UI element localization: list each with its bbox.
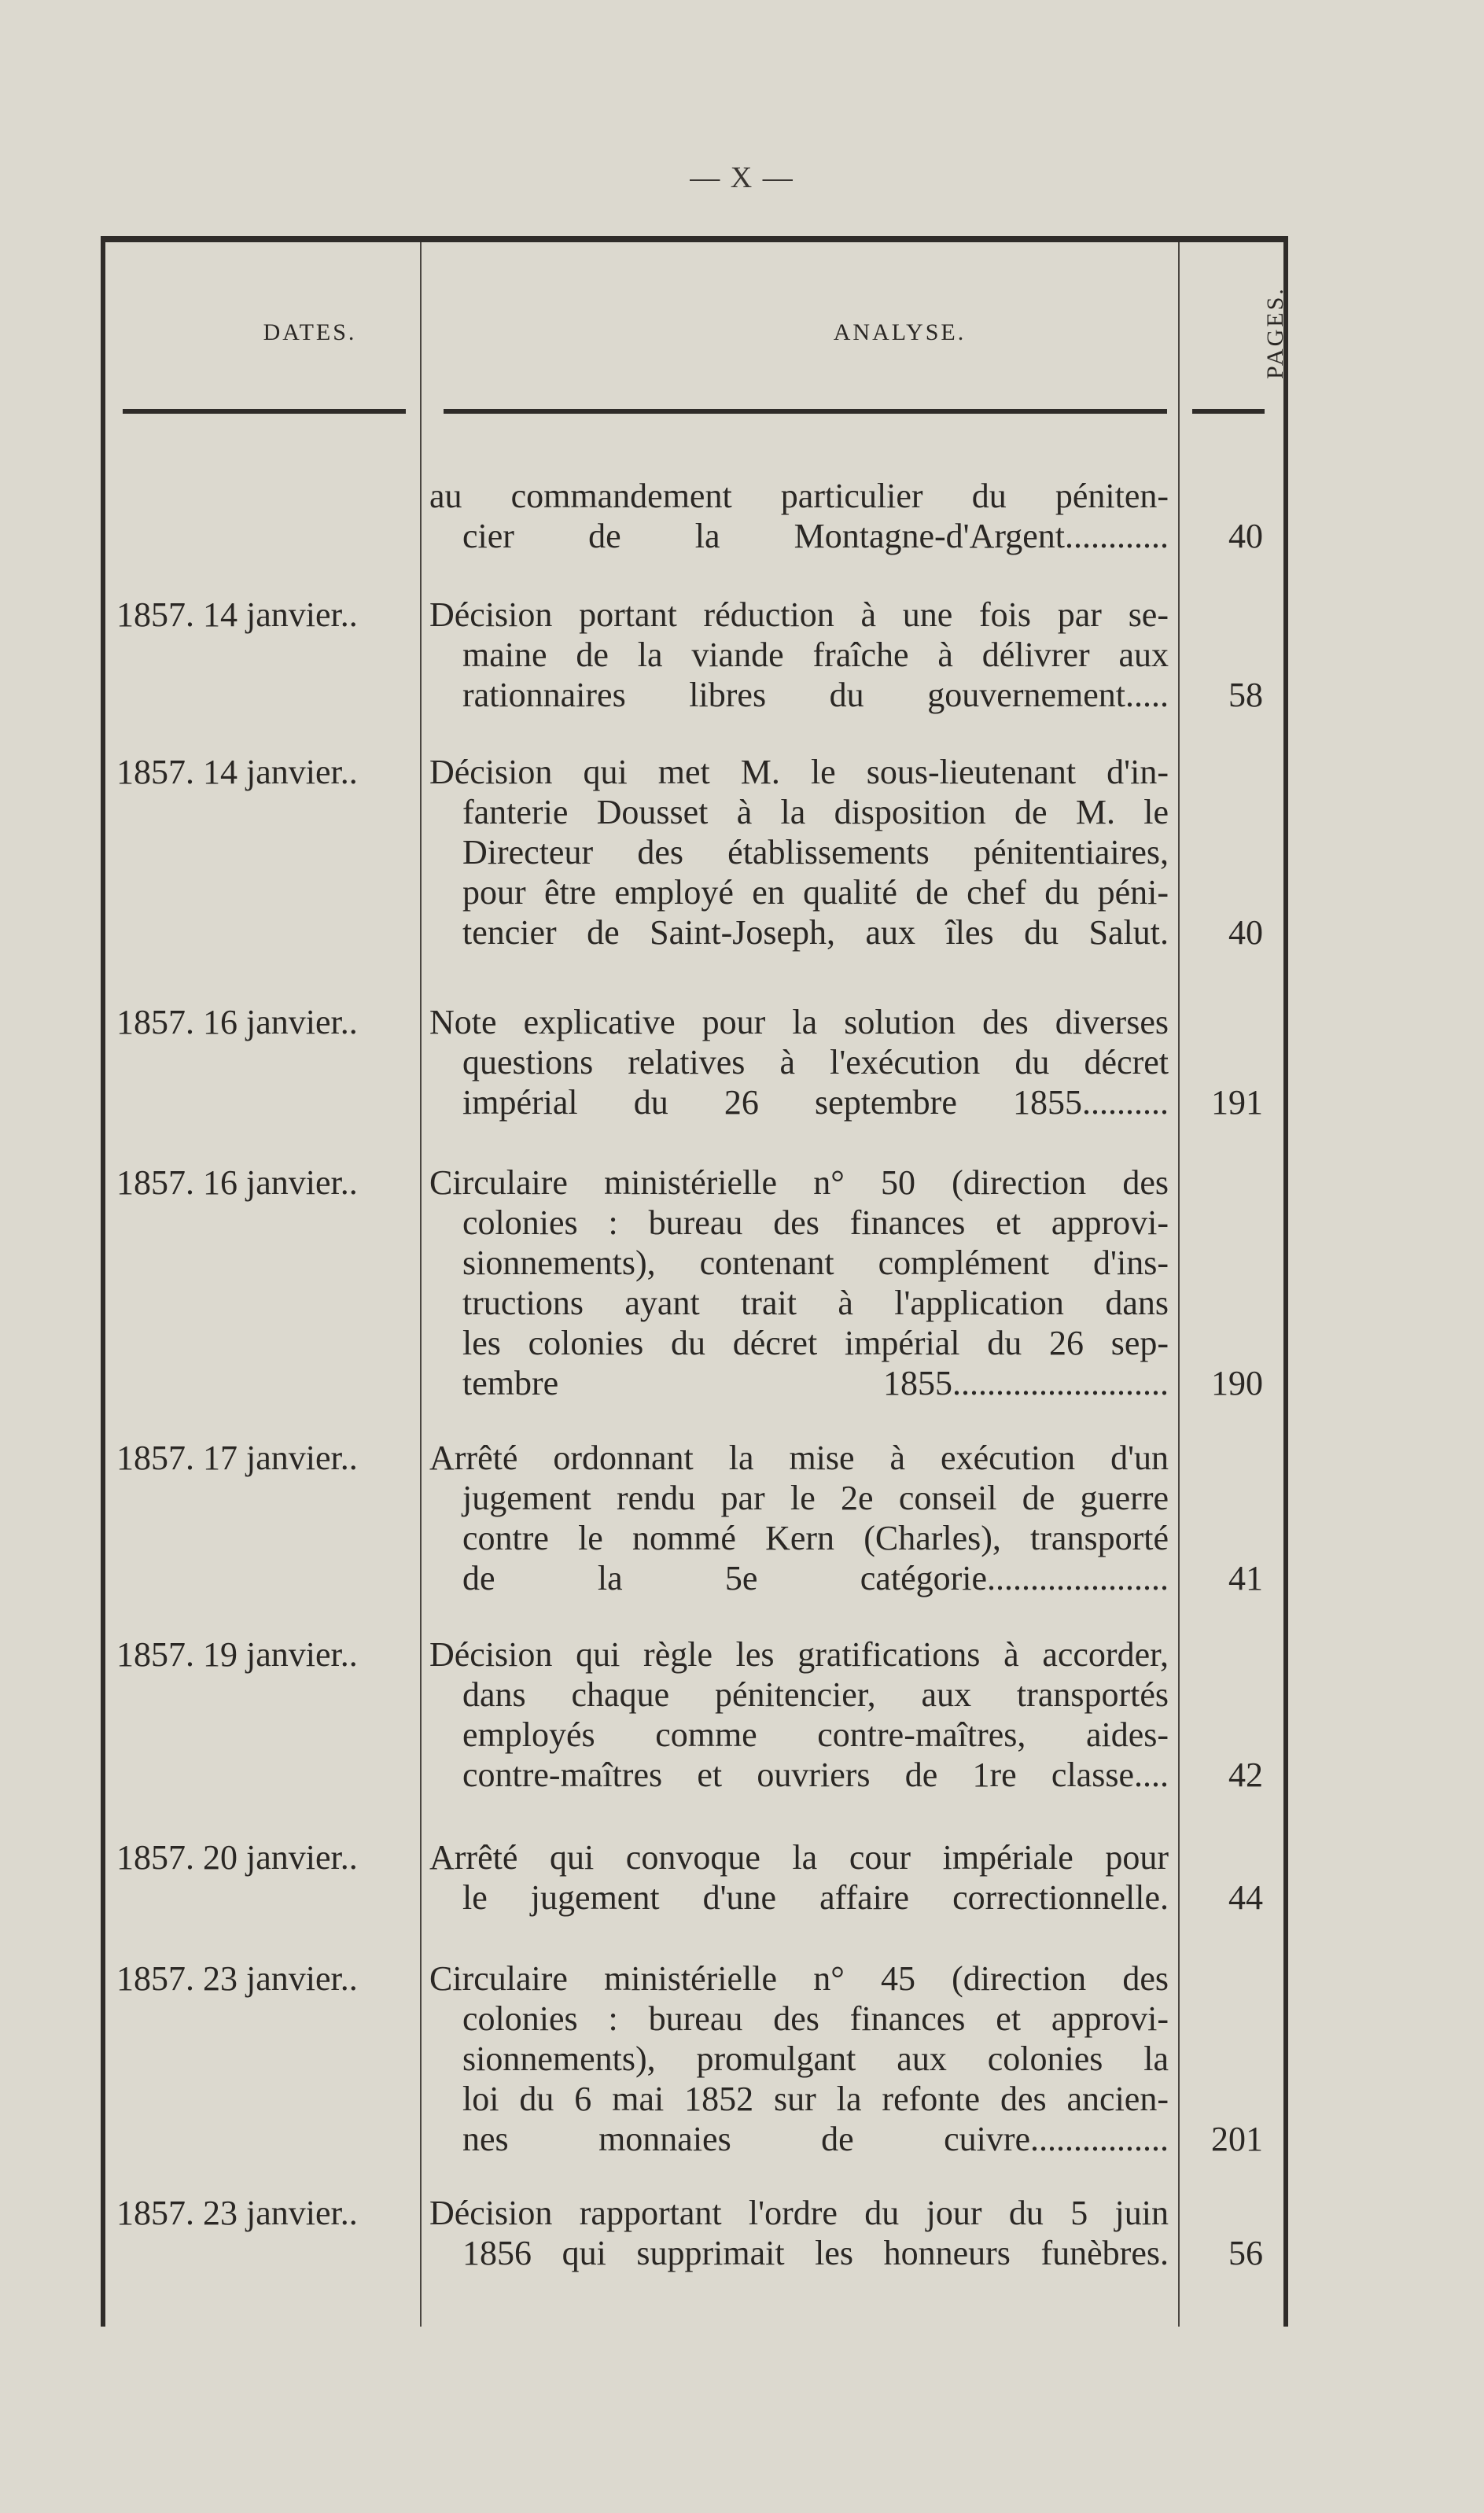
entry-analyse-line: questions relatives à l'exécution du décret	[462, 1043, 1169, 1081]
entry-analyse-line: Directeur des établissements pénitentiaires,	[462, 833, 1169, 871]
entry-analyse-line: le jugement d'une affaire correctionnelle.	[462, 1878, 1169, 1917]
page-number: — X —	[690, 161, 794, 194]
entry-date: 1857. 17 janvier..	[116, 1439, 358, 1477]
entry-analyse-line: sionnements), contenant complément d'ins-	[462, 1244, 1169, 1282]
entry-analyse	[429, 1634, 1169, 1795]
entry-page: 58	[1228, 676, 1263, 714]
column-divider-dates	[420, 242, 422, 2327]
entry-analyse-line: contre-maîtres et ouvriers de 1re classe....	[462, 1756, 1169, 1794]
entry-analyse-line: sionnements), promulgant aux colonies la	[462, 2040, 1169, 2078]
entry-analyse	[429, 752, 1169, 953]
entry-analyse-line: 1856 qui supprimait les honneurs funèbres.	[462, 2234, 1169, 2272]
entry-analyse	[429, 1438, 1169, 1598]
entry-analyse-line: au commandement particulier du péniten-	[429, 477, 1169, 515]
entry-analyse	[429, 1958, 1169, 2159]
entry-analyse-line: colonies : bureau des finances et approvi-	[462, 1203, 1169, 1242]
entry-date: 1857. 23 janvier..	[116, 1959, 358, 1998]
column-divider-analyse	[1178, 242, 1180, 2327]
entry-page: 190	[1211, 1364, 1263, 1402]
entry-date: 1857. 16 janvier..	[116, 1003, 358, 1041]
header-rule-pages	[1192, 409, 1265, 414]
entry-date: 1857. 23 janvier..	[116, 2194, 358, 2232]
entry-analyse-line: tencier de Saint-Joseph, aux îles du Salut.	[462, 913, 1169, 952]
entry-page: 191	[1211, 1083, 1263, 1122]
entry-analyse-line: pour être employé en qualité de chef du péni-	[462, 873, 1169, 912]
entry-analyse	[429, 1002, 1169, 1122]
entry-analyse	[429, 1837, 1169, 1918]
entry-analyse-line: jugement rendu par le 2e conseil de guerre	[462, 1479, 1169, 1517]
header-rule-analyse	[444, 409, 1167, 414]
entry-page: 40	[1228, 517, 1263, 555]
entry-analyse	[429, 1163, 1169, 1403]
entry-analyse-line: loi du 6 mai 1852 sur la refonte des ancien-	[462, 2080, 1169, 2118]
entry-date: 1857. 20 janvier..	[116, 1838, 358, 1877]
entry-analyse-line: employés comme contre-maîtres, aides-	[462, 1715, 1169, 1754]
entry-page: 40	[1228, 913, 1263, 952]
entry-analyse-line: nes monnaies de cuivre................	[462, 2120, 1169, 2158]
entry-date: 1857. 14 janvier..	[116, 595, 358, 634]
entry-page: 56	[1228, 2234, 1263, 2272]
entry-analyse-line: colonies : bureau des finances et approvi-	[462, 1999, 1169, 2038]
header-pages: PAGES.	[1262, 286, 1288, 379]
entry-analyse-line: contre le nommé Kern (Charles), transporté	[462, 1519, 1169, 1557]
entry-date: 1857. 16 janvier..	[116, 1163, 358, 1202]
entry-analyse-line: cier de la Montagne-d'Argent............	[462, 517, 1169, 555]
entry-analyse-line: de la 5e catégorie.....................	[462, 1559, 1169, 1597]
entry-analyse-line: impérial du 26 septembre 1855..........	[462, 1083, 1169, 1122]
header-analyse: ANALYSE.	[833, 319, 967, 345]
entry-analyse-line: Décision portant réduction à une fois par se-	[429, 595, 1169, 634]
entry-analyse-line: Note explicative pour la solution des diverses	[429, 1003, 1169, 1041]
entry-analyse-line: maine de la viande fraîche à délivrer aux	[462, 636, 1169, 674]
header-dates: DATES.	[263, 319, 357, 345]
entry-analyse-line: Décision qui règle les gratifications à accorder,	[429, 1635, 1169, 1674]
entry-page: 42	[1228, 1756, 1263, 1794]
entry-page: 41	[1228, 1559, 1263, 1597]
index-table	[101, 236, 1288, 2327]
entry-analyse	[429, 476, 1169, 556]
entry-analyse-line: rationnaires libres du gouvernement.....	[462, 676, 1169, 714]
entry-analyse-line: fanterie Dousset à la disposition de M. le	[462, 793, 1169, 831]
entry-page: 201	[1211, 2120, 1263, 2158]
entry-analyse-line: Décision qui met M. le sous-lieutenant d'in-	[429, 753, 1169, 791]
entry-analyse-line: Arrêté qui convoque la cour impériale pour	[429, 1838, 1169, 1877]
entry-analyse-line: dans chaque pénitencier, aux transportés	[462, 1675, 1169, 1714]
entry-analyse-line: Circulaire ministérielle n° 50 (direction des	[429, 1163, 1169, 1202]
entry-analyse-line: tructions ayant trait à l'application dans	[462, 1284, 1169, 1322]
entry-analyse-line: Arrêté ordonnant la mise à exécution d'un	[429, 1439, 1169, 1477]
entry-page: 44	[1228, 1878, 1263, 1917]
entry-date: 1857. 14 janvier..	[116, 753, 358, 791]
entry-analyse-line: tembre 1855.........................	[462, 1364, 1169, 1402]
entry-analyse	[429, 595, 1169, 715]
entry-analyse-line: Décision rapportant l'ordre du jour du 5 juin	[429, 2194, 1169, 2232]
header-rule-dates	[123, 409, 406, 414]
entry-analyse-line: Circulaire ministérielle n° 45 (direction des	[429, 1959, 1169, 1998]
entry-date: 1857. 19 janvier..	[116, 1635, 358, 1674]
entry-analyse-line: les colonies du décret impérial du 26 sep-	[462, 1324, 1169, 1362]
entry-analyse	[429, 2193, 1169, 2273]
